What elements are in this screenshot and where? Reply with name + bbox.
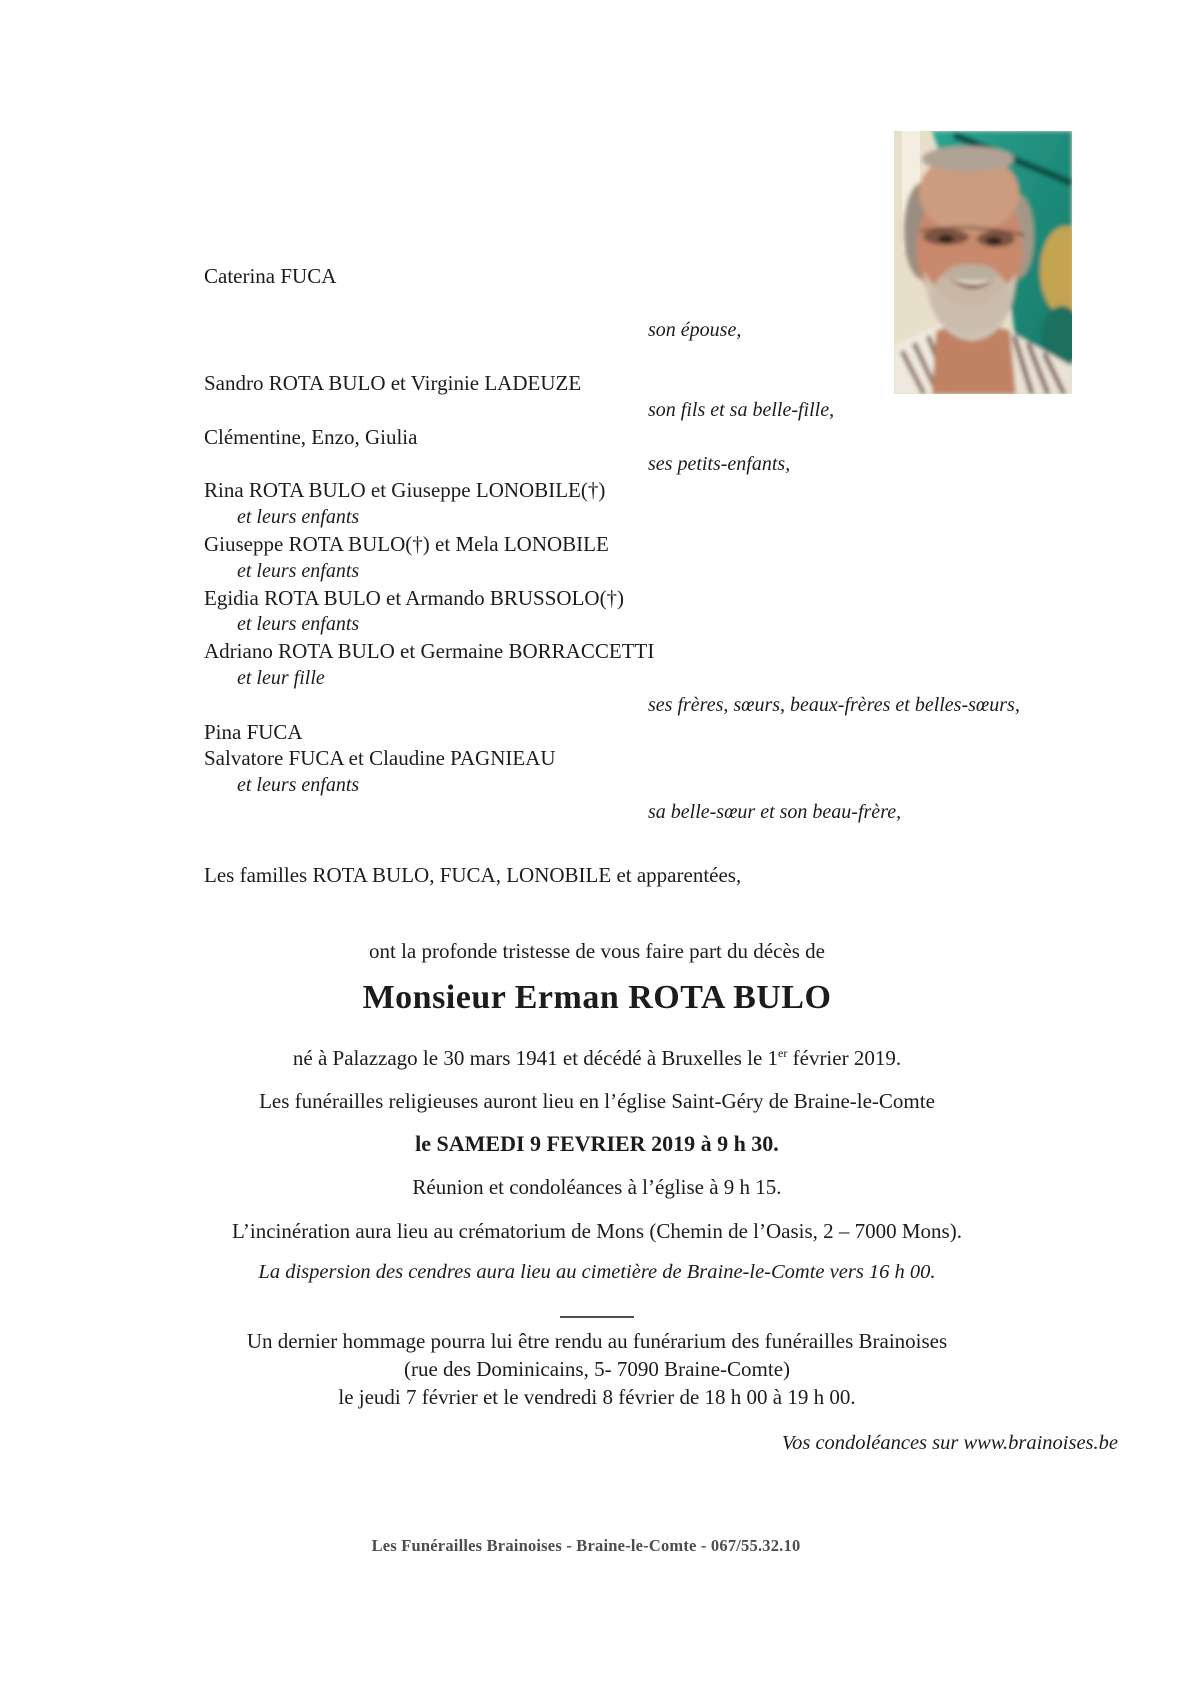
spacer-line bbox=[204, 343, 1084, 370]
mourner-line: Giuseppe ROTA BULO(†) et Mela LONOBILE bbox=[204, 531, 609, 556]
mourner-line: Sandro ROTA BULO et Virginie LADEUZE bbox=[204, 371, 582, 396]
announcement-line: ont la profonde tristesse de vous faire part du décès de bbox=[368, 939, 825, 963]
church-line: Les funérailles religieuses auront lieu en l’église Saint-Géry de Braine-le-Comte bbox=[259, 1089, 935, 1113]
children-line: et leurs enfants bbox=[237, 774, 360, 797]
condolences-line: Vos condoléances sur www.brainoises.be bbox=[781, 1432, 1118, 1454]
children-line: et leurs enfants bbox=[237, 613, 360, 636]
ashes-dispersion-line: La dispersion des cendres aura lieu au cimetière de Braine-le-Comte vers 16 h 00. bbox=[258, 1261, 936, 1283]
tribute-line-2: (rue des Dominicains, 5- 7090 Braine-Comte) bbox=[403, 1357, 791, 1381]
relation-line: ses frères, sœurs, beaux-frères et belles-sœurs, bbox=[648, 693, 1020, 716]
children-line: et leurs enfants bbox=[237, 506, 360, 529]
deceased-name: Monsieur Erman ROTA BULO bbox=[362, 979, 832, 1016]
mourner-line: Rina ROTA BULO et Giuseppe LONOBILE(†) bbox=[204, 478, 606, 503]
ordinal-suffix: er bbox=[778, 1046, 788, 1060]
children-line: et leurs enfants bbox=[237, 559, 360, 582]
tribute-line-1: Un dernier hommage pourra lui être rendu au funérarium des funérailles Brainoises bbox=[246, 1329, 948, 1353]
relation-line: son épouse, bbox=[648, 318, 742, 341]
relation-line: sa belle-sœur et son beau-frère, bbox=[648, 800, 902, 823]
spacer-line bbox=[204, 290, 1084, 317]
mourner-line: Salvatore FUCA et Claudine PAGNIEAU bbox=[204, 746, 556, 771]
mourner-line: Pina FUCA bbox=[204, 719, 303, 744]
funeral-home-footer: Les Funérailles Brainoises - Braine-le-Comte - 067/55.32.10 bbox=[371, 1536, 801, 1555]
mourners-list bbox=[204, 263, 1084, 826]
mourner-line: Egidia ROTA BULO et Armando BRUSSOLO(†) bbox=[204, 585, 625, 610]
children-line: et leur fille bbox=[237, 666, 325, 689]
relation-line: son fils et sa belle-fille, bbox=[648, 398, 835, 421]
cremation-line: L’incinération aura lieu au crématorium de Mons (Chemin de l’Oasis, 2 – 7000 Mons). bbox=[232, 1219, 962, 1243]
ceremony-date-line: le SAMEDI 9 FEVRIER 2019 à 9 h 30. bbox=[415, 1131, 779, 1156]
relation-line: ses petits-enfants, bbox=[648, 452, 791, 475]
birth-death-line bbox=[0, 1046, 1194, 1071]
mourner-line: Adriano ROTA BULO et Germaine BORRACCETTI bbox=[204, 639, 655, 664]
section-divider bbox=[560, 1316, 634, 1318]
families-line: Les familles ROTA BULO, FUCA, LONOBILE et apparentées, bbox=[204, 863, 742, 887]
mourner-line: Clémentine, Enzo, Giulia bbox=[204, 424, 418, 449]
tribute-line-3: le jeudi 7 février et le vendredi 8 février de 18 h 00 à 19 h 00. bbox=[338, 1385, 856, 1409]
mourner-line: Caterina FUCA bbox=[204, 264, 337, 288]
birth-death-post: février 2019. bbox=[787, 1046, 902, 1070]
meeting-line: Réunion et condoléances à l’église à 9 h 15. bbox=[412, 1175, 782, 1199]
birth-death-pre: né à Palazzago le 30 mars 1941 et décédé à Bruxelles le 1 bbox=[292, 1046, 779, 1070]
